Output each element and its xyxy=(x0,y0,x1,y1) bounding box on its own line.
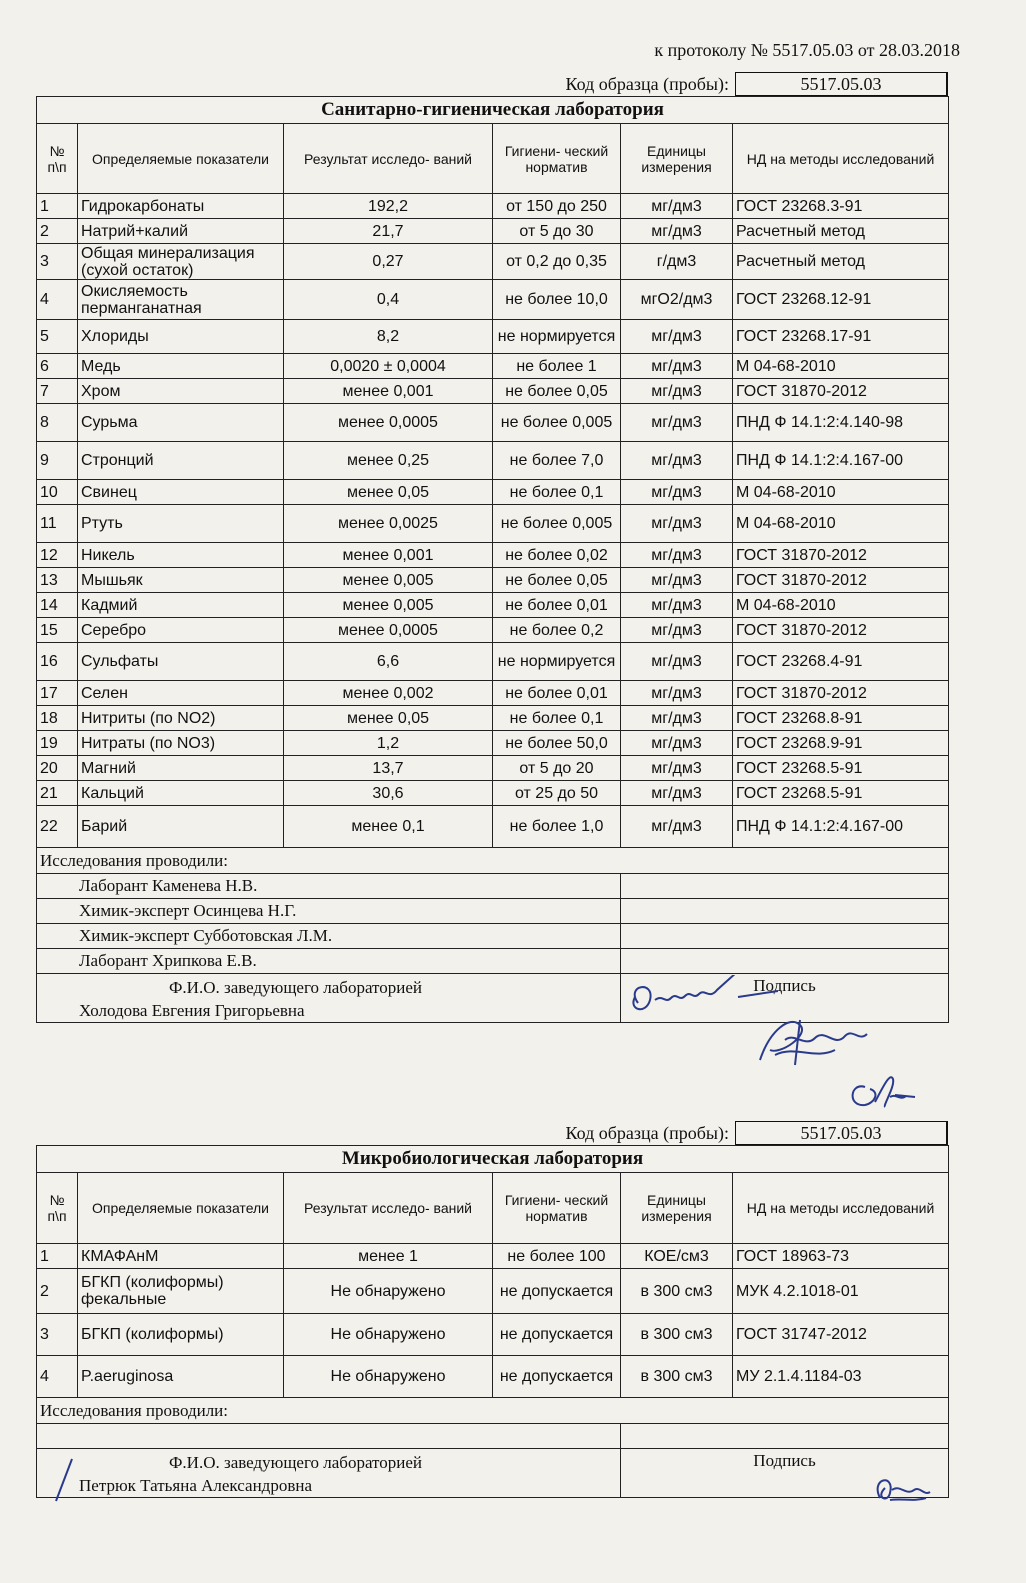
cell-norm: не более 1,0 xyxy=(493,806,621,848)
staff-member: Химик-эксперт Осинцева Н.Г. xyxy=(37,899,621,924)
cell-result: Не обнаружено xyxy=(284,1356,493,1398)
lab-title: Микробиологическая лаборатория xyxy=(37,1146,949,1173)
cell-units: в 300 см3 xyxy=(621,1314,733,1356)
cell-norm: не допускается xyxy=(493,1356,621,1398)
cell-indicator: Барий xyxy=(78,806,284,848)
cell-indicator: Нитраты (по NO3) xyxy=(78,731,284,756)
cell-number: 13 xyxy=(37,568,78,593)
cell-norm: от 0,2 до 0,35 xyxy=(493,244,621,280)
cell-units: мг/дм3 xyxy=(621,379,733,404)
cell-number: 6 xyxy=(37,354,78,379)
cell-number: 18 xyxy=(37,706,78,731)
cell-units: мг/дм3 xyxy=(621,593,733,618)
cell-norm: не более 0,005 xyxy=(493,404,621,442)
cell-norm: не более 1 xyxy=(493,354,621,379)
cell-result: 192,2 xyxy=(284,194,493,219)
cell-result: менее 0,25 xyxy=(284,442,493,480)
table-row xyxy=(37,706,949,731)
cell-units: мг/дм3 xyxy=(621,781,733,806)
cell-indicator: Натрий+калий xyxy=(78,219,284,244)
cell-result: менее 1 xyxy=(284,1244,493,1269)
table-row xyxy=(37,1314,949,1356)
col-header-number: № п\п xyxy=(37,124,78,194)
cell-norm: не допускается xyxy=(493,1269,621,1314)
table-row xyxy=(37,354,949,379)
cell-norm: не более 100 xyxy=(493,1244,621,1269)
sample-code-value: 5517.05.03 xyxy=(735,1121,948,1145)
cell-units: мг/дм3 xyxy=(621,706,733,731)
cell-result: 1,2 xyxy=(284,731,493,756)
cell-number: 17 xyxy=(37,681,78,706)
cell-norm: не более 0,1 xyxy=(493,706,621,731)
staff-member: Лаборант Хрипкова Е.В. xyxy=(37,949,621,974)
signature-label: Подпись xyxy=(621,1449,949,1498)
cell-method: ПНД Ф 14.1:2:4.140-98 xyxy=(733,404,949,442)
cell-result: менее 0,001 xyxy=(284,379,493,404)
cell-result: 21,7 xyxy=(284,219,493,244)
cell-units: мг/дм3 xyxy=(621,568,733,593)
cell-number: 11 xyxy=(37,505,78,543)
staff-member: Лаборант Каменева Н.В. xyxy=(37,874,621,899)
signature-cell xyxy=(621,949,949,974)
cell-indicator: Хлориды xyxy=(78,320,284,354)
cell-norm: от 25 до 50 xyxy=(493,781,621,806)
table-row xyxy=(37,404,949,442)
cell-indicator: БГКП (колиформы) фекальные xyxy=(78,1269,284,1314)
cell-method: ГОСТ 23268.8-91 xyxy=(733,706,949,731)
cell-method: ГОСТ 23268.9-91 xyxy=(733,731,949,756)
table-row xyxy=(37,280,949,320)
cell-method: ГОСТ 23268.4-91 xyxy=(733,643,949,681)
cell-units: мг/дм3 xyxy=(621,543,733,568)
cell-units: мг/дм3 xyxy=(621,643,733,681)
cell-units: в 300 см3 xyxy=(621,1356,733,1398)
cell-norm: не более 10,0 xyxy=(493,280,621,320)
cell-norm: не более 0,02 xyxy=(493,543,621,568)
cell-number: 14 xyxy=(37,593,78,618)
cell-indicator: Окисляемость перманганатная xyxy=(78,280,284,320)
cell-number: 12 xyxy=(37,543,78,568)
cell-indicator: Хром xyxy=(78,379,284,404)
cell-indicator: Ртуть xyxy=(78,505,284,543)
cell-indicator: Свинец xyxy=(78,480,284,505)
cell-indicator: Медь xyxy=(78,354,284,379)
cell-number: 4 xyxy=(37,280,78,320)
cell-norm: от 150 до 250 xyxy=(493,194,621,219)
cell-method: М 04-68-2010 xyxy=(733,480,949,505)
cell-method: М 04-68-2010 xyxy=(733,505,949,543)
staff-member: Химик-эксперт Субботовская Л.М. xyxy=(37,924,621,949)
cell-number: 1 xyxy=(37,1244,78,1269)
cell-norm: не нормируется xyxy=(493,643,621,681)
lab-head-cell xyxy=(37,974,621,1023)
table-row xyxy=(37,379,949,404)
cell-units: мг/дм3 xyxy=(621,756,733,781)
cell-indicator: Кадмий xyxy=(78,593,284,618)
table-row xyxy=(37,643,949,681)
table-row xyxy=(37,1269,949,1314)
cell-norm: не допускается xyxy=(493,1314,621,1356)
cell-units: мгО2/дм3 xyxy=(621,280,733,320)
cell-number: 1 xyxy=(37,194,78,219)
cell-result: менее 0,0025 xyxy=(284,505,493,543)
table-row xyxy=(37,781,949,806)
cell-indicator: БГКП (колиформы) xyxy=(78,1314,284,1356)
cell-indicator: Нитриты (по NO2) xyxy=(78,706,284,731)
table-row xyxy=(37,244,949,280)
cell-result: менее 0,005 xyxy=(284,593,493,618)
cell-number: 7 xyxy=(37,379,78,404)
cell-indicator: Кальций xyxy=(78,781,284,806)
cell-norm: от 5 до 30 xyxy=(493,219,621,244)
cell-result: менее 0,0005 xyxy=(284,404,493,442)
table-row xyxy=(37,756,949,781)
cell-result: менее 0,05 xyxy=(284,706,493,731)
cell-units: мг/дм3 xyxy=(621,731,733,756)
table-row xyxy=(37,568,949,593)
cell-method: Расчетный метод xyxy=(733,219,949,244)
cell-result: 0,0020 ± 0,0004 xyxy=(284,354,493,379)
cell-result: 6,6 xyxy=(284,643,493,681)
micro-sample-code-row xyxy=(36,1121,948,1145)
research-label: Исследования проводили: xyxy=(37,1398,949,1424)
cell-units: мг/дм3 xyxy=(621,404,733,442)
col-header-units: Единицы измерения xyxy=(621,1173,733,1244)
cell-units: мг/дм3 xyxy=(621,618,733,643)
cell-number: 9 xyxy=(37,442,78,480)
cell-indicator: Селен xyxy=(78,681,284,706)
cell-result: 13,7 xyxy=(284,756,493,781)
cell-method: ГОСТ 18963-73 xyxy=(733,1244,949,1269)
table-row xyxy=(37,593,949,618)
cell-method: М 04-68-2010 xyxy=(733,593,949,618)
cell-method: ГОСТ 23268.17-91 xyxy=(733,320,949,354)
cell-units: мг/дм3 xyxy=(621,219,733,244)
cell-units: г/дм3 xyxy=(621,244,733,280)
signature-kholodova xyxy=(835,1067,925,1117)
lab-title: Санитарно-гигиеническая лаборатория xyxy=(37,97,949,124)
cell-result: Не обнаружено xyxy=(284,1269,493,1314)
cell-norm: не более 0,01 xyxy=(493,593,621,618)
cell-method: ГОСТ 31870-2012 xyxy=(733,618,949,643)
cell-number: 4 xyxy=(37,1356,78,1398)
cell-result: менее 0,002 xyxy=(284,681,493,706)
cell-number: 16 xyxy=(37,643,78,681)
cell-units: мг/дм3 xyxy=(621,442,733,480)
col-header-method: НД на методы исследований xyxy=(733,124,949,194)
col-header-number: № п\п xyxy=(37,1173,78,1244)
cell-norm: не более 0,05 xyxy=(493,379,621,404)
col-header-indicator: Определяемые показатели xyxy=(78,124,284,194)
cell-method: ГОСТ 23268.5-91 xyxy=(733,756,949,781)
cell-method: ГОСТ 23268.12-91 xyxy=(733,280,949,320)
cell-norm: не более 0,05 xyxy=(493,568,621,593)
cell-result: 30,6 xyxy=(284,781,493,806)
cell-units: КОЕ/см3 xyxy=(621,1244,733,1269)
cell-units: мг/дм3 xyxy=(621,354,733,379)
cell-method: ГОСТ 31747-2012 xyxy=(733,1314,949,1356)
cell-norm: не более 0,1 xyxy=(493,480,621,505)
cell-method: ГОСТ 23268.3-91 xyxy=(733,194,949,219)
cell-indicator: P.aeruginosa xyxy=(78,1356,284,1398)
signature-cell xyxy=(621,899,949,924)
lab-head-label: Ф.И.О. заведующего лабораторией xyxy=(169,1453,423,1472)
col-header-norm: Гигиени- ческий норматив xyxy=(493,124,621,194)
cell-number: 3 xyxy=(37,244,78,280)
cell-indicator: Гидрокарбонаты xyxy=(78,194,284,219)
table-row xyxy=(37,543,949,568)
cell-indicator: Сульфаты xyxy=(78,643,284,681)
cell-indicator: Магний xyxy=(78,756,284,781)
sample-code-label: Код образца (пробы): xyxy=(565,74,729,94)
lab-head-label: Ф.И.О. заведующего лабораторией xyxy=(169,978,423,997)
cell-indicator: Никель xyxy=(78,543,284,568)
cell-number: 2 xyxy=(37,1269,78,1314)
cell-result: Не обнаружено xyxy=(284,1314,493,1356)
table-row xyxy=(37,1356,949,1398)
cell-norm: не более 0,2 xyxy=(493,618,621,643)
cell-units: мг/дм3 xyxy=(621,194,733,219)
cell-indicator: Серебро xyxy=(78,618,284,643)
cell-norm: не нормируется xyxy=(493,320,621,354)
cell-result: менее 0,005 xyxy=(284,568,493,593)
table-row xyxy=(37,681,949,706)
col-header-indicator: Определяемые показатели xyxy=(78,1173,284,1244)
cell-norm: не более 0,01 xyxy=(493,681,621,706)
research-label: Исследования проводили: xyxy=(37,848,949,874)
cell-number: 22 xyxy=(37,806,78,848)
lab-head-name: Петрюк Татьяна Александровна xyxy=(79,1476,312,1495)
cell-result: 0,4 xyxy=(284,280,493,320)
cell-result: менее 0,05 xyxy=(284,480,493,505)
cell-units: мг/дм3 xyxy=(621,480,733,505)
cell-number: 3 xyxy=(37,1314,78,1356)
signature-cell xyxy=(621,924,949,949)
sanitary-hygienic-table xyxy=(36,96,949,1023)
cell-result: 0,27 xyxy=(284,244,493,280)
cell-result: менее 0,001 xyxy=(284,543,493,568)
cell-indicator: Сурьма xyxy=(78,404,284,442)
cell-norm: не более 7,0 xyxy=(493,442,621,480)
cell-method: ГОСТ 31870-2012 xyxy=(733,379,949,404)
lab-head-cell xyxy=(37,1449,621,1498)
cell-result: менее 0,1 xyxy=(284,806,493,848)
protocol-reference: к протоколу № 5517.05.03 от 28.03.2018 xyxy=(654,40,960,60)
sample-code-row xyxy=(36,72,948,96)
sample-code-value: 5517.05.03 xyxy=(735,72,948,96)
cell-number: 15 xyxy=(37,618,78,643)
cell-number: 21 xyxy=(37,781,78,806)
cell-number: 10 xyxy=(37,480,78,505)
cell-method: Расчетный метод xyxy=(733,244,949,280)
cell-norm: не более 0,005 xyxy=(493,505,621,543)
table-row xyxy=(37,442,949,480)
cell-method: ГОСТ 31870-2012 xyxy=(733,543,949,568)
cell-norm: не более 50,0 xyxy=(493,731,621,756)
lab-head-name: Холодова Евгения Григорьевна xyxy=(79,1001,305,1020)
cell-method: ПНД Ф 14.1:2:4.167-00 xyxy=(733,806,949,848)
cell-method: ГОСТ 31870-2012 xyxy=(733,568,949,593)
cell-number: 2 xyxy=(37,219,78,244)
microbiological-table xyxy=(36,1145,949,1498)
sample-code-label: Код образца (пробы): xyxy=(565,1123,729,1143)
cell-method: МУК 4.2.1018-01 xyxy=(733,1269,949,1314)
cell-norm: от 5 до 20 xyxy=(493,756,621,781)
col-header-result: Результат исследо- ваний xyxy=(284,1173,493,1244)
cell-result: 8,2 xyxy=(284,320,493,354)
cell-units: мг/дм3 xyxy=(621,806,733,848)
table-row xyxy=(37,1244,949,1269)
col-header-result: Результат исследо- ваний xyxy=(284,124,493,194)
cell-number: 5 xyxy=(37,320,78,354)
table-row xyxy=(37,731,949,756)
cell-indicator: Мышьяк xyxy=(78,568,284,593)
cell-indicator: Стронций xyxy=(78,442,284,480)
cell-number: 8 xyxy=(37,404,78,442)
cell-units: в 300 см3 xyxy=(621,1269,733,1314)
cell-method: М 04-68-2010 xyxy=(733,354,949,379)
cell-number: 20 xyxy=(37,756,78,781)
cell-method: ГОСТ 31870-2012 xyxy=(733,681,949,706)
signature-label: Подпись xyxy=(621,974,949,1023)
table-row xyxy=(37,618,949,643)
cell-units: мг/дм3 xyxy=(621,320,733,354)
cell-method: МУ 2.1.4.1184-03 xyxy=(733,1356,949,1398)
cell-method: ПНД Ф 14.1:2:4.167-00 xyxy=(733,442,949,480)
cell-number: 19 xyxy=(37,731,78,756)
table-row xyxy=(37,194,949,219)
col-header-method: НД на методы исследований xyxy=(733,1173,949,1244)
cell-units: мг/дм3 xyxy=(621,505,733,543)
table-row xyxy=(37,219,949,244)
cell-units: мг/дм3 xyxy=(621,681,733,706)
cell-method: ГОСТ 23268.5-91 xyxy=(733,781,949,806)
cell-result: менее 0,0005 xyxy=(284,618,493,643)
col-header-norm: Гигиени- ческий норматив xyxy=(493,1173,621,1244)
table-row xyxy=(37,505,949,543)
table-row xyxy=(37,806,949,848)
col-header-units: Единицы измерения xyxy=(621,124,733,194)
table-row xyxy=(37,320,949,354)
cell-indicator: Общая минерализация (сухой остаток) xyxy=(78,244,284,280)
table-row xyxy=(37,480,949,505)
cell-indicator: КМАФАнМ xyxy=(78,1244,284,1269)
